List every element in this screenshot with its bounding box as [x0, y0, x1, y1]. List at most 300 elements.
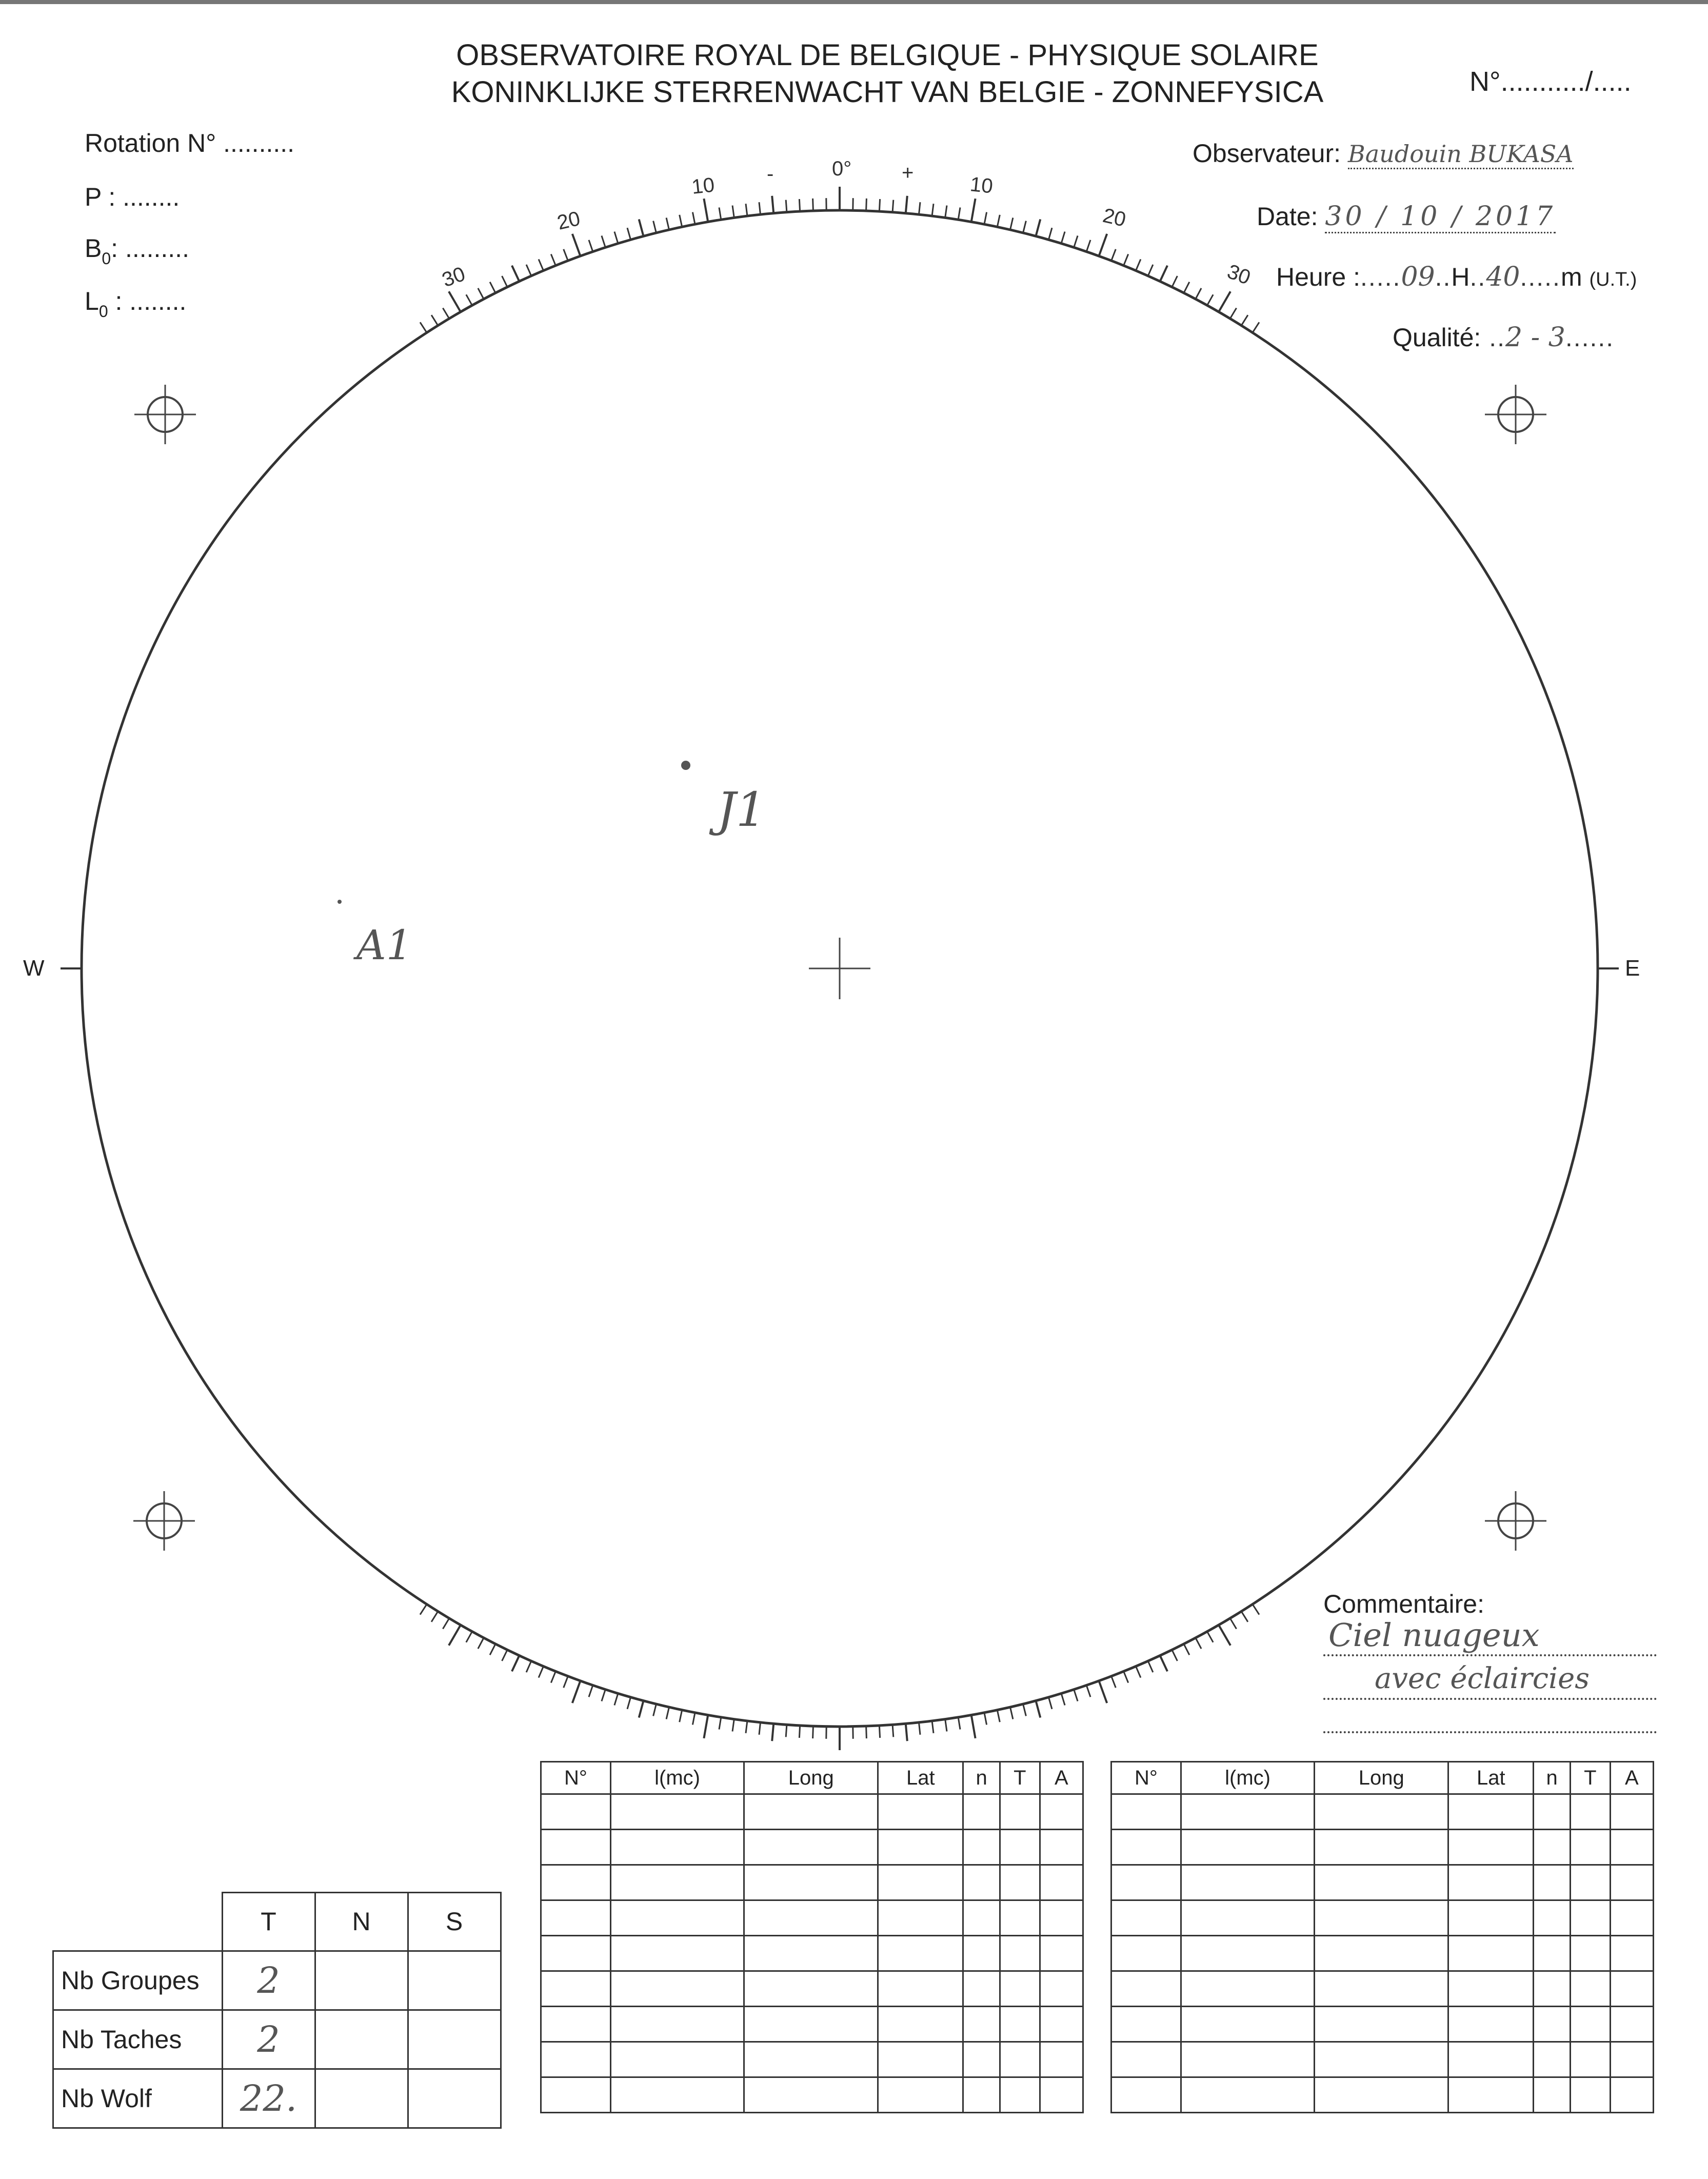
- groups-cell: [541, 1794, 611, 1830]
- groups-cell: [963, 1900, 1000, 1936]
- groups-cell: [1000, 1865, 1040, 1900]
- scale-tick: [1196, 288, 1201, 299]
- table-row: [1111, 2077, 1654, 2113]
- comment-label: Commentaire:: [1323, 1590, 1484, 1618]
- scale-tick: [919, 202, 921, 214]
- scale-tick: [1099, 234, 1107, 256]
- groups-cell: [1570, 2077, 1610, 2113]
- groups-cell: [1570, 1971, 1610, 2007]
- groups-cell: [963, 2077, 1000, 2113]
- annotation-a1: A1: [356, 921, 412, 969]
- groups-cell: [1448, 2007, 1534, 2042]
- groups-cell: [1111, 2007, 1181, 2042]
- scale-tick: [653, 221, 657, 233]
- comment-line-2: [1323, 1662, 1657, 1700]
- groups-cell: [1111, 2077, 1181, 2113]
- groups-cell: [1000, 1936, 1040, 1971]
- scale-tick: [1048, 228, 1052, 240]
- scale-tick: [772, 1724, 773, 1741]
- summary-taches-s: [408, 2010, 501, 2069]
- scale-tick: [732, 206, 734, 218]
- groups-cell: [1315, 2042, 1448, 2077]
- groups-cell: [878, 1936, 963, 1971]
- groups-cell: [1570, 1936, 1610, 1971]
- scale-tick: [1196, 1638, 1201, 1649]
- scale-tick: [627, 228, 631, 240]
- groups-cell: [1181, 2077, 1315, 2113]
- groups-cell: [1111, 2042, 1181, 2077]
- scale-tick: [1241, 315, 1248, 325]
- table-row: [1111, 1794, 1654, 1830]
- scale-tick: [759, 202, 761, 214]
- groups-cell: [1000, 1971, 1040, 2007]
- quality-field: Qualité: ..2 - 3......: [1393, 322, 1615, 353]
- scale-tick: [1184, 282, 1189, 293]
- groups-cell: [963, 1971, 1000, 2007]
- groups-cell: [1448, 1936, 1534, 1971]
- scale-tick: [449, 1625, 461, 1646]
- table-row: [1111, 1936, 1654, 1971]
- groups-cell: [541, 2007, 611, 2042]
- groups-cell: [1315, 1865, 1448, 1900]
- scale-tick: [1111, 249, 1116, 261]
- groups-header-0-4: n: [963, 1762, 1000, 1794]
- groups-cell: [744, 1794, 878, 1830]
- groups-cell: [1534, 1830, 1571, 1865]
- groups-cell: [1534, 2077, 1571, 2113]
- table-row: [1111, 2042, 1654, 2077]
- sunspot-j1: [681, 761, 690, 770]
- groups-cell: [1181, 2007, 1315, 2042]
- groups-cell: [1448, 2077, 1534, 2113]
- groups-header-1-4: n: [1534, 1762, 1571, 1794]
- scale-label-e20: 20: [1100, 204, 1128, 231]
- table-row: [1111, 2007, 1654, 2042]
- groups-header-0-2: Long: [744, 1762, 878, 1794]
- scale-tick: [466, 1632, 472, 1642]
- summary-label-taches: Nb Taches: [53, 2010, 223, 2069]
- groups-cell: [878, 1865, 963, 1900]
- summary-groupes-t: 2: [222, 1951, 315, 2010]
- summary-taches-t: 2: [222, 2010, 315, 2069]
- registration-mark-top-right: [1485, 385, 1546, 444]
- scale-tick: [906, 196, 907, 213]
- groups-cell: [963, 1936, 1000, 1971]
- scale-tick: [1061, 232, 1065, 244]
- groups-cell: [1610, 2077, 1653, 2113]
- table-row: [1111, 1865, 1654, 1900]
- scale-tick: [746, 1721, 747, 1733]
- scale-tick: [732, 1719, 734, 1732]
- scale-tick: [420, 1604, 427, 1615]
- sunspot-a1: [337, 900, 342, 904]
- groups-cell: [1040, 2007, 1083, 2042]
- scale-tick: [1136, 1667, 1141, 1678]
- groups-cell: [1000, 2007, 1040, 2042]
- east-label: E: [1625, 956, 1640, 981]
- groups-cell: [1570, 2042, 1610, 2077]
- scale-tick: [799, 199, 800, 211]
- groups-cell: [744, 1830, 878, 1865]
- scale-tick: [1086, 1686, 1090, 1697]
- scale-tick: [971, 199, 976, 222]
- scale-tick: [639, 220, 644, 236]
- scale-label-w20: 20: [555, 207, 583, 234]
- groups-cell: [1315, 1971, 1448, 2007]
- groups-cell: [963, 2007, 1000, 2042]
- scale-tick: [971, 1715, 976, 1738]
- groups-cell: [1570, 1865, 1610, 1900]
- groups-cell: [1570, 2007, 1610, 2042]
- scale-tick: [746, 204, 747, 216]
- observatory-title-fr: OBSERVATOIRE ROYAL DE BELGIQUE - PHYSIQUE SOLAIRE: [456, 38, 1319, 72]
- scale-tick: [551, 1671, 555, 1682]
- groups-cell: [744, 1900, 878, 1936]
- scale-tick: [719, 208, 721, 220]
- groups-cell: [610, 1900, 744, 1936]
- summary-label-groupes: Nb Groupes: [53, 1951, 223, 2010]
- p-field: P : ........: [85, 183, 180, 211]
- scale-tick: [1172, 1650, 1178, 1661]
- scale-tick: [932, 1721, 934, 1733]
- scale-tick: [704, 199, 708, 222]
- scale-label-e10: 10: [969, 173, 994, 198]
- scale-tick: [1184, 1644, 1189, 1655]
- scale-label-zero: 0°: [832, 157, 852, 180]
- scale-tick: [1111, 1676, 1116, 1688]
- summary-wolf-s: [408, 2069, 501, 2128]
- scale-tick: [449, 291, 461, 312]
- summary-wolf-n: [315, 2069, 408, 2128]
- groups-cell: [1000, 1830, 1040, 1865]
- groups-cell: [878, 1830, 963, 1865]
- scale-tick: [932, 204, 934, 216]
- groups-cell: [878, 1971, 963, 2007]
- scale-tick: [1124, 254, 1128, 265]
- groups-cell: [541, 2042, 611, 2077]
- scale-tick: [692, 1713, 695, 1725]
- observer-field: Observateur: Baudouin BUKASA: [1193, 138, 1574, 168]
- scale-tick: [1219, 1625, 1230, 1646]
- groups-cell: [1111, 1794, 1181, 1830]
- groups-cell: [1111, 1900, 1181, 1936]
- scale-tick: [478, 288, 484, 299]
- groups-cell: [1610, 1971, 1653, 2007]
- summary-header-s: S: [408, 1893, 501, 1951]
- groups-cell: [963, 1865, 1000, 1900]
- summary-table: [52, 1892, 502, 2129]
- scale-tick: [539, 259, 543, 270]
- scale-tick: [1099, 1681, 1107, 1703]
- scale-tick: [906, 1724, 907, 1741]
- groups-cell: [878, 2007, 963, 2042]
- groups-cell: [610, 2007, 744, 2042]
- scale-tick: [786, 1725, 787, 1737]
- scale-tick: [564, 249, 568, 261]
- table-row: [541, 1794, 1083, 1830]
- date-field: Date: 30 / 10 / 2017: [1257, 201, 1556, 232]
- groups-cell: [1181, 2042, 1315, 2077]
- groups-cell: [1610, 2042, 1653, 2077]
- groups-cell: [1000, 2077, 1040, 2113]
- groups-cell: [541, 1830, 611, 1865]
- summary-header-n: N: [315, 1893, 408, 1951]
- time-field: Heure :.....09..H..40.....m (U.T.): [1276, 262, 1637, 292]
- groups-cell: [1040, 1865, 1083, 1900]
- scale-tick: [666, 1707, 669, 1719]
- groups-cell: [1040, 1830, 1083, 1865]
- groups-cell: [541, 1971, 611, 2007]
- scale-tick: [539, 1667, 543, 1678]
- scale-label-minus: -: [767, 163, 774, 185]
- groups-header-1-1: l(mc): [1181, 1762, 1315, 1794]
- scale-tick: [1124, 1671, 1128, 1682]
- scale-labels: [439, 157, 1254, 291]
- annotation-j1: J1: [717, 782, 766, 837]
- groups-cell: [1111, 1865, 1181, 1900]
- groups-cell: [1181, 1794, 1315, 1830]
- groups-cell: [610, 1971, 744, 2007]
- scale-tick: [1172, 276, 1178, 287]
- scale-tick: [892, 200, 893, 212]
- groups-cell: [1534, 2007, 1571, 2042]
- summary-wolf-t: 22.: [222, 2069, 315, 2128]
- scale-tick: [1010, 1707, 1013, 1719]
- scale-tick: [512, 1656, 519, 1672]
- scale-tick: [431, 1611, 438, 1621]
- time-hours: 09: [1401, 262, 1435, 292]
- groups-cell: [1040, 1971, 1083, 2007]
- scale-tick: [490, 1644, 495, 1655]
- table-row: [541, 1900, 1083, 1936]
- scale-tick: [1148, 265, 1153, 276]
- table-row: [541, 1830, 1083, 1865]
- scale-tick: [786, 200, 787, 212]
- scale-tick: [1148, 1661, 1153, 1672]
- groups-cell: [1448, 1900, 1534, 1936]
- groups-header-0-0: N°: [541, 1762, 611, 1794]
- scale-tick: [466, 294, 472, 305]
- summary-groupes-n: [315, 1951, 408, 2010]
- b0-field: $B_0$: .........: [85, 234, 189, 268]
- groups-cell: [744, 1865, 878, 1900]
- scale-tick: [1160, 1656, 1167, 1672]
- groups-cell: [1610, 1900, 1653, 1936]
- groups-cell: [1181, 1865, 1315, 1900]
- scale-tick: [1253, 322, 1259, 332]
- groups-cell: [878, 2077, 963, 2113]
- groups-cell: [1181, 1971, 1315, 2007]
- groups-cell: [1315, 1900, 1448, 1936]
- groups-cell: [1448, 1830, 1534, 1865]
- groups-cell: [744, 1971, 878, 2007]
- scale-tick: [719, 1717, 721, 1730]
- groups-cell: [1534, 1865, 1571, 1900]
- scale-tick: [680, 1710, 682, 1722]
- groups-cell: [1315, 2077, 1448, 2113]
- scale-tick: [984, 1713, 987, 1725]
- scale-tick: [627, 1697, 631, 1709]
- groups-cell: [1570, 1794, 1610, 1830]
- groups-cell: [1448, 1971, 1534, 2007]
- scale-tick: [1061, 1693, 1065, 1705]
- scale-tick: [478, 1638, 484, 1649]
- scale-tick: [639, 1701, 644, 1718]
- scale-tick: [958, 1717, 960, 1730]
- groups-cell: [1448, 2042, 1534, 2077]
- scale-tick: [589, 240, 593, 252]
- groups-cell: [1000, 1794, 1040, 1830]
- scale-tick: [1230, 308, 1236, 319]
- scale-tick: [572, 234, 581, 256]
- scale-tick: [919, 1722, 921, 1735]
- table-row: [541, 1865, 1083, 1900]
- groups-cell: [878, 1900, 963, 1936]
- groups-cell: [1315, 1830, 1448, 1865]
- registration-mark-top-left: [134, 385, 196, 444]
- scale-tick: [551, 254, 555, 265]
- scale-tick: [602, 236, 605, 248]
- groups-cell: [1534, 1936, 1571, 1971]
- scale-tick: [1207, 1632, 1214, 1642]
- groups-cell: [963, 2042, 1000, 2077]
- groups-header-0-1: l(mc): [610, 1762, 744, 1794]
- scale-tick: [420, 322, 427, 332]
- time-minutes: 40: [1486, 262, 1520, 292]
- observatory-title-nl: KONINKLIJKE STERRENWACHT VAN BELGIE - ZONNEFYSICA: [451, 75, 1324, 109]
- sheet-number: N°.........../.....: [1469, 66, 1632, 97]
- scale-tick: [1010, 218, 1013, 230]
- scale-tick: [866, 1726, 867, 1738]
- groups-cell: [1040, 1900, 1083, 1936]
- groups-cell: [744, 2077, 878, 2113]
- l0-field: $L_0$ : ........: [85, 287, 187, 321]
- groups-cell: [1534, 2042, 1571, 2077]
- scale-tick: [614, 232, 618, 244]
- groups-cell: [1610, 1936, 1653, 1971]
- scale-label-plus: +: [902, 162, 914, 184]
- scale-tick: [1074, 236, 1078, 248]
- scale-label-e30: 30: [1224, 260, 1254, 289]
- scale-tick: [1086, 240, 1090, 252]
- groups-header-1-0: N°: [1111, 1762, 1181, 1794]
- groups-cell: [610, 2042, 744, 2077]
- groups-cell: [878, 2042, 963, 2077]
- scale-tick: [1253, 1604, 1259, 1615]
- groups-header-1-6: A: [1610, 1762, 1653, 1794]
- groups-cell: [1610, 1794, 1653, 1830]
- groups-cell: [1534, 1794, 1571, 1830]
- groups-cell: [541, 1865, 611, 1900]
- groups-cell: [1181, 1830, 1315, 1865]
- scale-tick: [1241, 1611, 1248, 1621]
- table-row: [541, 1936, 1083, 1971]
- scale-tick: [866, 199, 867, 211]
- quality-value: 2 - 3: [1505, 322, 1565, 353]
- scale-tick: [879, 1726, 880, 1738]
- comment-line-1: [1323, 1618, 1657, 1656]
- groups-cell: [1610, 1830, 1653, 1865]
- groups-cell: [1111, 1936, 1181, 1971]
- groups-cell: [541, 1936, 611, 1971]
- registration-mark-bottom-left: [133, 1491, 195, 1551]
- groups-cell: [1315, 2007, 1448, 2042]
- scale-tick: [512, 266, 519, 282]
- groups-header-1-5: T: [1570, 1762, 1610, 1794]
- comment-line-3: [1323, 1706, 1657, 1733]
- groups-cell: [1534, 1971, 1571, 2007]
- groups-cell: [1111, 1830, 1181, 1865]
- scale-tick: [1136, 259, 1141, 270]
- registration-mark-bottom-right: [1485, 1491, 1546, 1551]
- groups-cell: [610, 1936, 744, 1971]
- groups-cell: [541, 1900, 611, 1936]
- scale-tick: [602, 1690, 605, 1701]
- groups-cell: [1040, 2042, 1083, 2077]
- scale-tick: [945, 206, 947, 218]
- scale-tick: [490, 282, 495, 293]
- groups-cell: [744, 2042, 878, 2077]
- groups-cell: [1181, 1900, 1315, 1936]
- scale-tick: [680, 215, 682, 227]
- groups-cell: [744, 2007, 878, 2042]
- table-row: [1111, 1971, 1654, 2007]
- scale-label-w10: 10: [690, 173, 716, 199]
- scale-tick: [1023, 1704, 1026, 1716]
- scale-tick: [692, 212, 695, 225]
- groups-cell: [610, 1830, 744, 1865]
- scale-tick: [984, 212, 987, 225]
- groups-cell: [1315, 1936, 1448, 1971]
- table-row: [541, 2077, 1083, 2113]
- groups-cell: [878, 1794, 963, 1830]
- groups-header-0-6: A: [1040, 1762, 1083, 1794]
- groups-table-right: [1110, 1761, 1654, 2113]
- groups-cell: [744, 1936, 878, 1971]
- west-label: W: [23, 956, 45, 981]
- scale-tick: [614, 1693, 618, 1705]
- groups-cell: [1610, 1865, 1653, 1900]
- groups-cell: [1448, 1794, 1534, 1830]
- summary-taches-n: [315, 2010, 408, 2069]
- groups-cell: [541, 2077, 611, 2113]
- scale-tick: [945, 1719, 947, 1732]
- comment-text-2: avec éclaircies: [1375, 1662, 1590, 1695]
- scale-tick: [958, 208, 960, 220]
- scale-tick: [1160, 266, 1167, 282]
- scale-tick: [879, 199, 880, 211]
- scale-label-w30: 30: [439, 262, 468, 292]
- groups-cell: [1040, 1794, 1083, 1830]
- groups-cell: [963, 1830, 1000, 1865]
- scale-tick: [443, 1618, 449, 1629]
- observer-value: Baudouin BUKASA: [1348, 140, 1574, 169]
- summary-header-t: T: [222, 1893, 315, 1951]
- groups-cell: [610, 2077, 744, 2113]
- scale-tick: [431, 315, 438, 325]
- scale-tick: [502, 1650, 508, 1661]
- table-row: [1111, 1900, 1654, 1936]
- groups-cell: [1040, 2077, 1083, 2113]
- scale-tick: [1048, 1697, 1052, 1709]
- table-row: [541, 2042, 1083, 2077]
- scale-tick: [526, 265, 531, 276]
- scale-tick: [997, 1710, 1000, 1722]
- groups-header-1-2: Long: [1315, 1762, 1448, 1794]
- groups-cell: [1570, 1900, 1610, 1936]
- scale-tick: [666, 218, 669, 230]
- scale-tick: [1219, 291, 1230, 312]
